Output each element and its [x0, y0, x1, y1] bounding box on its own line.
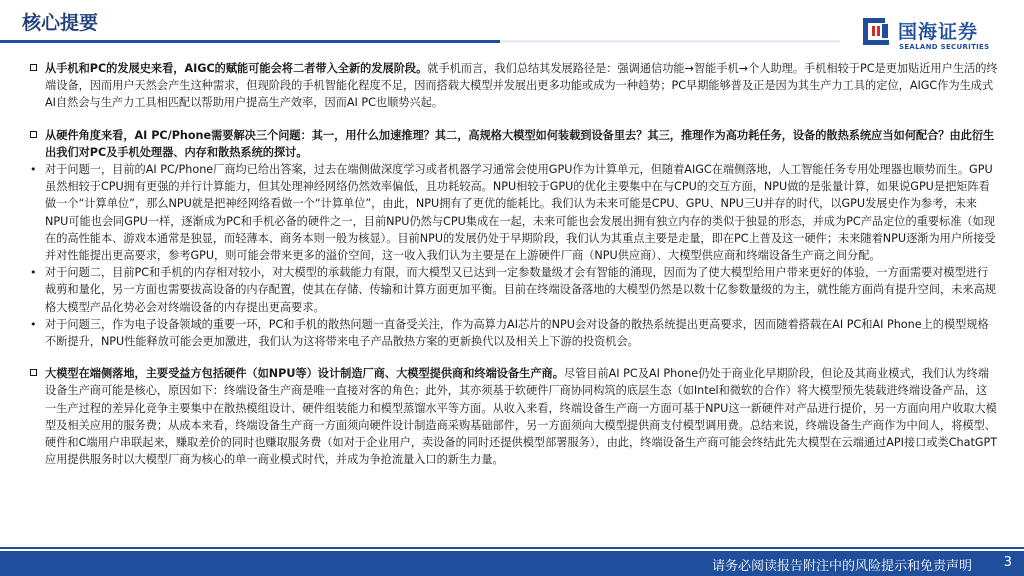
bullet-text: 对于问题三，作为电子设备领域的重要一环，PC和手机的散热问题一直备受关注，作为高算力AI芯片的NPU会对设备的散热系统提出更高要求，因而随着搭载在AI PC和AI Phone上的模型规格不断提升，NPU性能释放可能会更加激进，我们认为这将带来电子产品散热方案的更新换代以及相关上下游的投资机会。: [45, 317, 989, 349]
main-content: [28, 60, 998, 468]
square-bullet-icon: [30, 369, 37, 376]
page-footer: [0, 551, 1024, 576]
paragraph-body: 尽管目前AI PC及AI Phone仍处于商业化早期阶段，但论及其商业模式，我们认为终端设备生产商可能是核心，原因如下：终端设备生产商是唯一直接对客的角色；此外，其亦须基于软硬件厂商协同构筑的底层生态（如Intel和微软的合作）将大模型预先装载进终端设备产品，这一生产过程的差异化竞争主要集中在散热模组设计、硬件组装能力和模型蒸馏水平等方面。从收入来看，终端设备生产商一方面可基于NPU这一新硬件对产品进行提价，另一方面向用户收取大模型及相关应用的服务费；从成本来看，终端设备生产商一方面须向硬件设计制造商采购基础部件，另一方面须向大模型提供商支付模型调用费。总结来说，终端设备生产商作为中间人，将模型、硬件和C端用户串联起来，赚取差价的同时也赚取服务费（如对于企业用户，卖设备的同时还提供模型部署服务），由此，终端设备生产商可能会终结此先大模型在云端通过API接口或类ChatGPT应用提供服务时以大模型厂商为核心的单一商业模式时代，并成为争抢流量入口的新生力量。: [45, 367, 998, 467]
company-logo: [862, 16, 1012, 56]
square-bullet-icon: [30, 64, 37, 71]
page-header: [0, 0, 1024, 56]
paragraph-lead: 大模型在端侧落地，主要受益方包括硬件（如NPU等）设计制造厂商、大模型提供商和终端设备生产商。: [45, 367, 564, 381]
disclaimer-text: 请务必阅读报告附注中的风险提示和免责声明: [711, 559, 972, 574]
page-number: 3: [1003, 555, 1012, 570]
header-rule-light: [500, 40, 840, 43]
square-bullet-icon: [30, 131, 37, 138]
paragraph-lead: 从手机和PC的发展史来看，AIGC的赋能可能会将二者带入全新的发展阶段。: [45, 62, 428, 75]
bullet-dot-icon: •: [30, 317, 37, 331]
summary-paragraph-2: [28, 127, 998, 161]
bullet-dot-icon: •: [30, 163, 37, 177]
paragraph-lead: 从硬件角度来看，AI PC/Phone需要解决三个问题：其一，用什么加速推理？其二，高规格大模型如何装载到设备里去？其三，推理作为高功耗任务，设备的散热系统应当如何配合？由此衍生出我们对PC及手机处理器、内存和散热系统的探讨。: [45, 128, 995, 159]
bullet-text: 对于问题一，目前的AI PC/Phone厂商均已给出答案，过去在端侧做深度学习或者机器学习通常会使用GPU作为计算单元，但随着AIGC在端侧落地，人工智能任务专用处理器也顺势而生。GPU虽然相较于CPU拥有更强的并行计算能力，但其处理神经网络仍然效率偏低，且功耗较高。NPU相较于GPU的优化主要集中在与CPU的交互方面，NPU做的是张量计算，如果说GPU是把矩阵看做一个“计算单位”，那么NPU就是把神经网络看做一个“计算单位”，由此，NPU拥有了更优的能耗比。我们认为未来可能是CPU、GPU、NPU三U并存的时代，以GPU发展史作为参考，未来NPU可能也会同GPU一样，逐渐成为PC和手机必备的硬件之一，目前NPU仍然与CPU集成在一起，未来可能也会发展出拥有独立内存的类似于独显的形态，并成为PC产品定位的重要标准（如现在的高性能本、游戏本通常是独显，而轻薄本、商务本则一般为核显）。目前NPU的发展仍处于早期阶段，我们认为其重点主要是走量，即在PC上普及这一硬件；未来随着NPU逐渐为用户所接受并对性能提出更高要求，参考GPU，则可能会带来更多的溢价空间，这一收入我们认为主要是在上游硬件厂商（NPU供应商）、大模型供应商和终端设备生产商之间分配。: [45, 163, 996, 263]
bullet-item-1: [28, 161, 998, 264]
header-rule: [0, 40, 500, 43]
bullet-dot-icon: •: [30, 266, 37, 280]
paragraph-body: 就手机而言，我们总结其发展路径是：强调通信功能→智能手机→个人助理。手机相较于PC是更加贴近用户生活的终端设备，因而用户天然会产生这种需求，但现阶段的手机智能化程度不足，因而搭载大模型并发展出更多功能或成为一种趋势；PC早期能够普及正是因为其生产力工具的定位，AIGC作为生成式AI自然会与生产力工具相匹配以帮助用户提高生产效率，因而AI PC也顺势兴起。: [45, 62, 998, 110]
logo-mark-icon: [862, 16, 892, 50]
logo-name-cn: 国海证券: [898, 21, 979, 43]
summary-paragraph-3: [28, 365, 998, 468]
bullet-text: 对于问题二，目前PC和手机的内存相对较小，对大模型的承载能力有限，而大模型又已达到一定参数量级才会有智能的涌现，因而为了使大模型给用户带来更好的体验，一方面需要对模型进行裁剪和量化，另一方面也需要拔高设备的内存配置，使其在存储、传输和计算方面更加平衡。目前在终端设备落地的大模型仍然是以数十亿参数量级的为主，就性能方面尚有提升空间，未来高规格大模型产品化势必会对终端设备的内存提出更高要求。: [45, 266, 996, 314]
summary-paragraph-1: [28, 60, 998, 112]
bullet-item-3: [28, 316, 998, 350]
logo-name-en: SEALAND SECURITIES: [899, 43, 990, 51]
page-title: 核心提要: [22, 12, 99, 34]
footer-rule: [0, 547, 1024, 549]
bullet-item-2: [28, 264, 998, 316]
